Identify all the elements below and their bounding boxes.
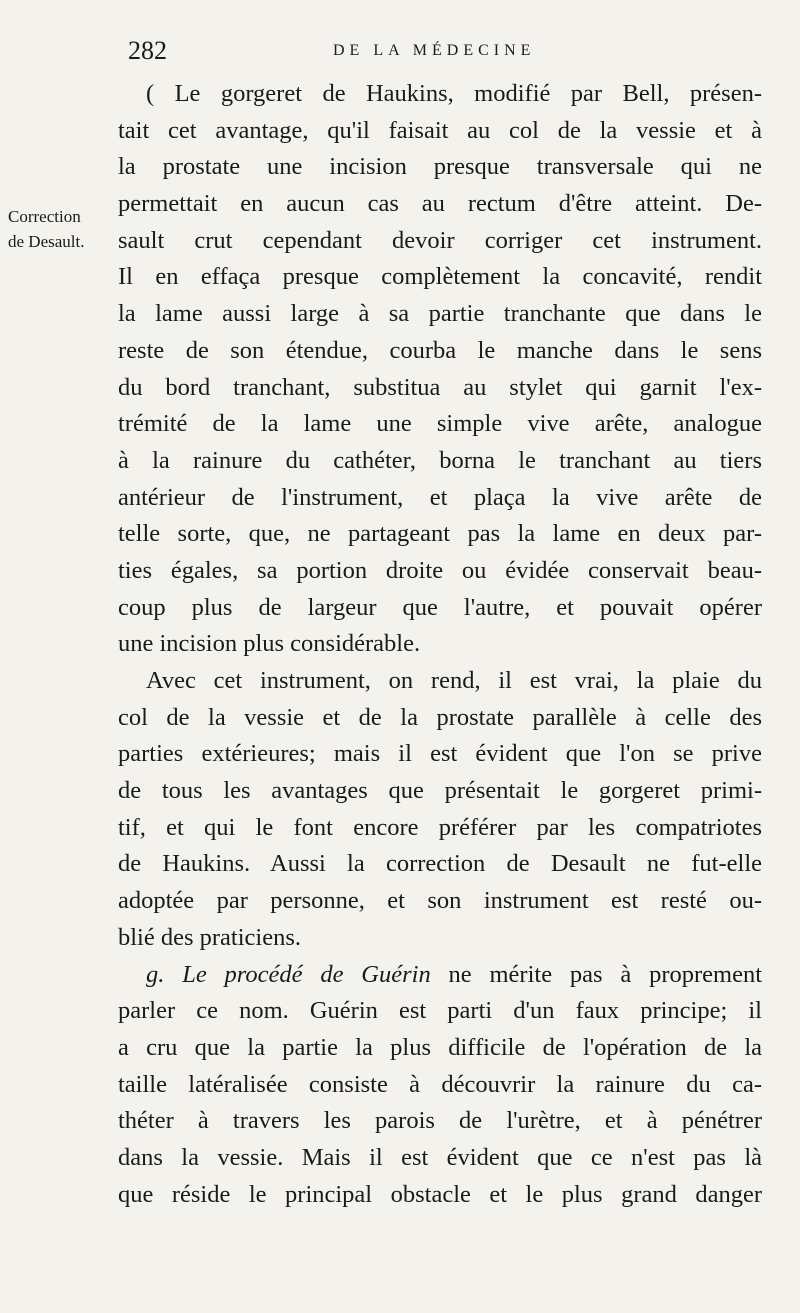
text-line: tif, et qui le font encore préférer par les compatriotes bbox=[118, 813, 762, 841]
text-line: Avec cet instrument, on rend, il est vrai, la plaie du bbox=[146, 667, 762, 694]
text-line: adoptée par personne, et son instrument est resté ou- bbox=[118, 887, 762, 915]
page-number: 282 bbox=[128, 36, 167, 65]
margin-note bbox=[8, 204, 116, 254]
text-line: une incision plus considérable. bbox=[118, 630, 421, 658]
text-line: taille latéralisée consiste à découvrir la rainure du ca- bbox=[118, 1070, 762, 1098]
running-title: DE LA MÉDECINE bbox=[333, 42, 536, 59]
text-line: tait cet avantage, qu'il faisait au col de la vessie et à bbox=[118, 116, 762, 144]
text-line: trémité de la lame une simple vive arête, analogue bbox=[118, 410, 762, 438]
text-line: que réside le principal obstacle et le plus grand danger bbox=[118, 1180, 762, 1208]
margin-note-line: Correction bbox=[8, 207, 81, 226]
text-line: à la rainure du cathéter, borna le tranchant au tiers bbox=[118, 446, 762, 474]
text-line: blié des praticiens. bbox=[118, 923, 302, 951]
section-letter: g. bbox=[146, 960, 165, 988]
text-line: ( Le gorgeret de Haukins, modifié par Bell, présen- bbox=[146, 80, 762, 107]
section-line-text: ne mérite pas à proprement bbox=[448, 960, 763, 988]
text-line: col de la vessie et de la prostate parallèle à celle des bbox=[118, 703, 762, 731]
section-title: Le procédé de Guérin bbox=[182, 960, 431, 988]
text-line: dans la vessie. Mais il est évident que ce n'est pas là bbox=[118, 1143, 762, 1171]
text-line: la lame aussi large à sa partie tranchante que dans le bbox=[118, 300, 762, 328]
text-line: sault crut cependant devoir corriger cet instrument. bbox=[118, 226, 762, 254]
text-line: la prostate une incision presque transversale qui ne bbox=[118, 153, 762, 181]
text-line: telle sorte, que, ne partageant pas la lame en deux par- bbox=[118, 520, 762, 548]
page-header bbox=[128, 36, 758, 66]
text-line: reste de son étendue, courba le manche dans le sens bbox=[118, 336, 762, 364]
text-line: a cru que la partie la plus difficile de l'opération de la bbox=[118, 1033, 762, 1061]
text-line: antérieur de l'instrument, et plaça la vive arête de bbox=[118, 483, 762, 511]
text-line: ties égales, sa portion droite ou évidée conservait beau- bbox=[118, 556, 762, 584]
text-line: théter à travers les parois de l'urètre, et à pénétrer bbox=[118, 1107, 762, 1135]
section-heading-line bbox=[118, 957, 762, 994]
text-line: parties extérieures; mais il est évident que l'on se prive bbox=[118, 740, 762, 768]
text-line: du bord tranchant, substitua au stylet qui garnit l'ex- bbox=[118, 373, 762, 401]
text-line: permettait en aucun cas au rectum d'être atteint. De- bbox=[118, 190, 762, 218]
text-line: de tous les avantages que présentait le gorgeret primi- bbox=[118, 777, 762, 805]
text-line: Il en effaça presque complètement la concavité, rendit bbox=[118, 263, 762, 291]
text-line: parler ce nom. Guérin est parti d'un faux principe; il bbox=[118, 997, 762, 1025]
text-line: coup plus de largeur que l'autre, et pouvait opérer bbox=[118, 593, 762, 621]
margin-note-line: de Desault. bbox=[8, 232, 85, 251]
body-text bbox=[118, 76, 762, 1213]
text-line: de Haukins. Aussi la correction de Desault ne fut-elle bbox=[118, 850, 762, 878]
